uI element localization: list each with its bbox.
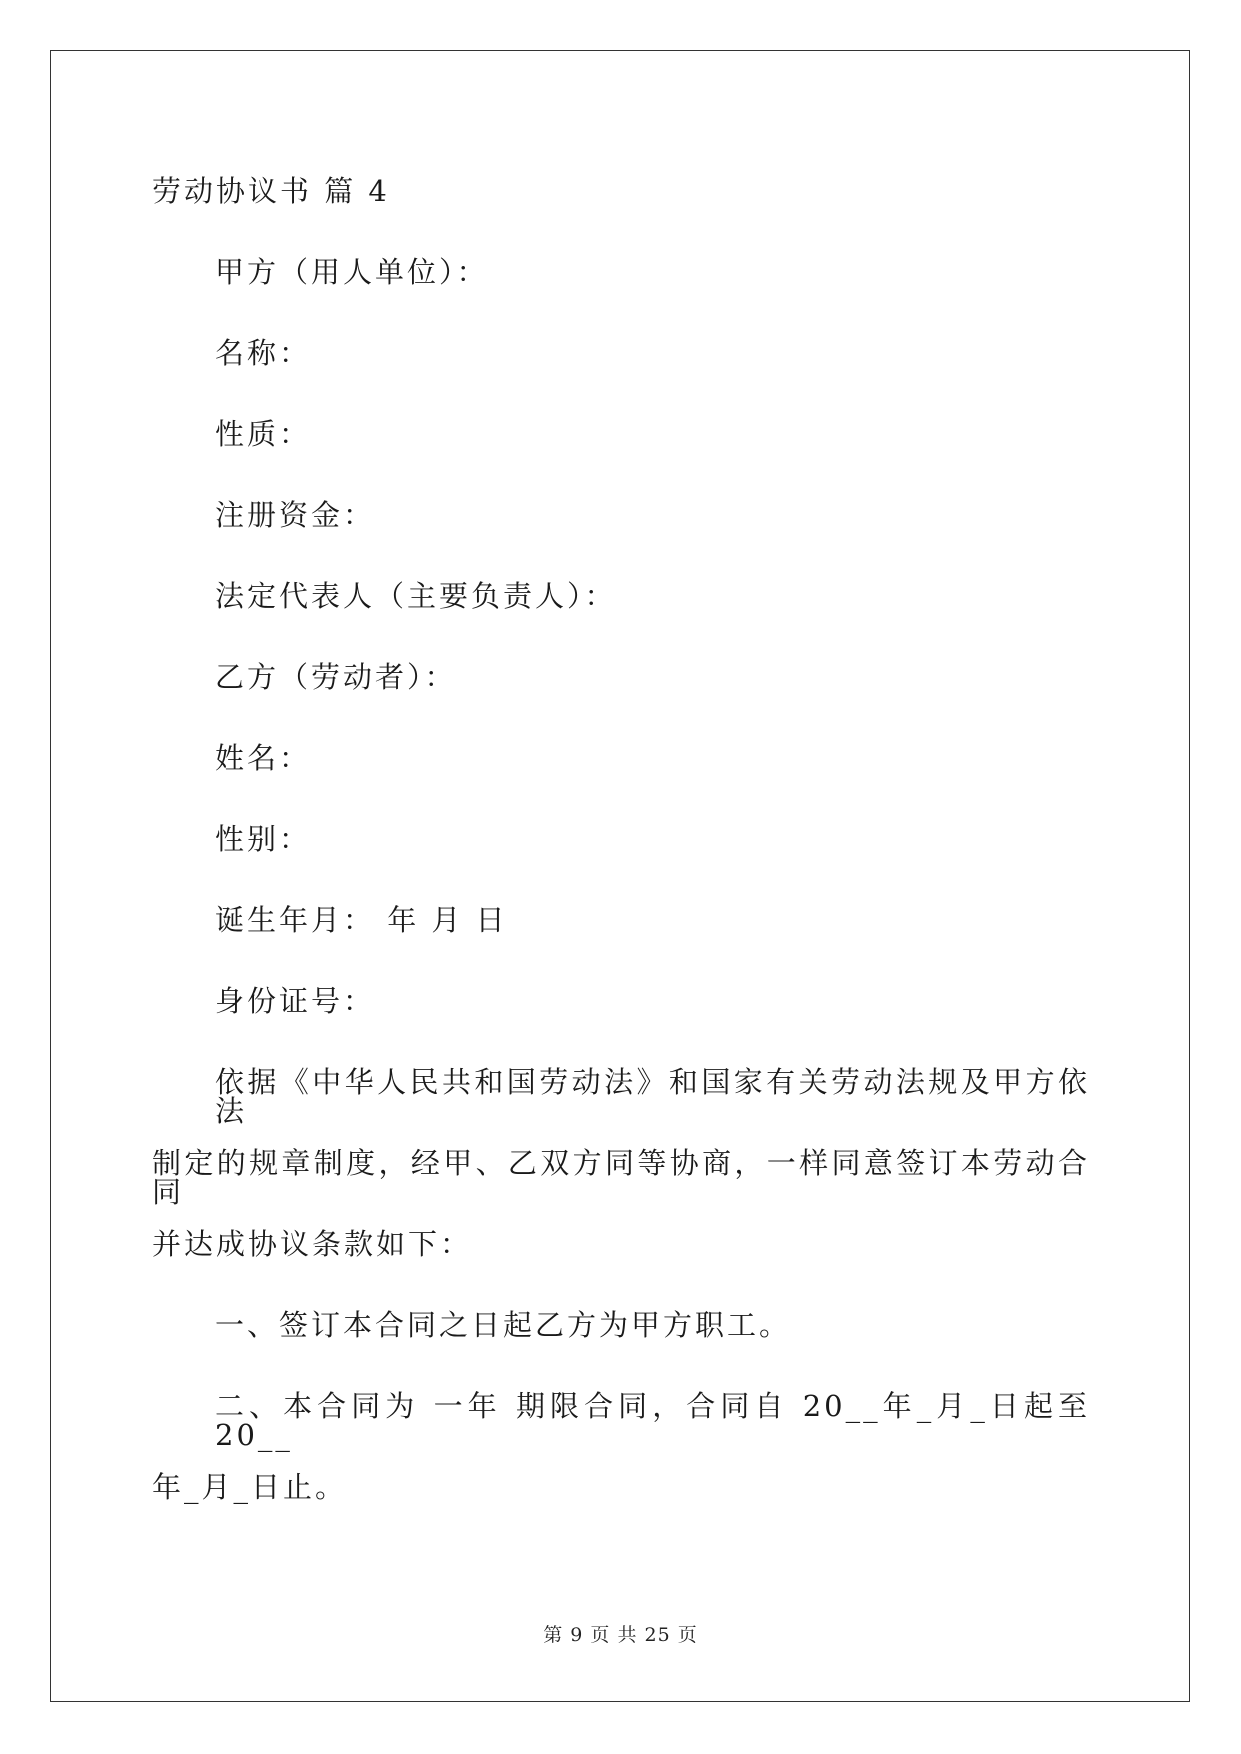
name-label: 名称： xyxy=(215,336,312,370)
party-b-label: 乙方（劳动者）： xyxy=(215,660,457,694)
legal-representative-label: 法定代表人（主要负责人）： xyxy=(215,579,617,613)
nature-label: 性质： xyxy=(215,417,312,451)
page-frame xyxy=(50,50,1190,1702)
birth-date-label: 诞生年月： 年 月 日 xyxy=(215,903,508,937)
document-heading: 劳动协议书 篇 4 xyxy=(152,174,390,208)
page-number: 第 9 页 共 25 页 xyxy=(543,1624,698,1646)
party-a-label: 甲方（用人单位）： xyxy=(215,255,489,289)
clause-one: 一、签订本合同之日起乙方为甲方职工。 xyxy=(215,1308,792,1342)
id-number-label: 身份证号： xyxy=(215,984,376,1018)
clause-two-line: 二、本合同为 一年 期限合同，合同自 20__年_月_日起至 20__ xyxy=(215,1389,1090,1452)
clause-two-line: 年_月_日止。 xyxy=(152,1470,348,1504)
party-b-name-label: 姓名： xyxy=(215,741,312,775)
paragraph-line: 制定的规章制度，经甲、乙双方同等协商，一样同意签订本劳动合同 xyxy=(152,1146,1090,1209)
registered-capital-label: 注册资金： xyxy=(215,498,376,532)
gender-label: 性别： xyxy=(215,822,312,856)
paragraph-line: 并达成协议条款如下： xyxy=(152,1227,473,1261)
paragraph-line: 依据《中华人民共和国劳动法》和国家有关劳动法规及甲方依法 xyxy=(215,1065,1090,1128)
